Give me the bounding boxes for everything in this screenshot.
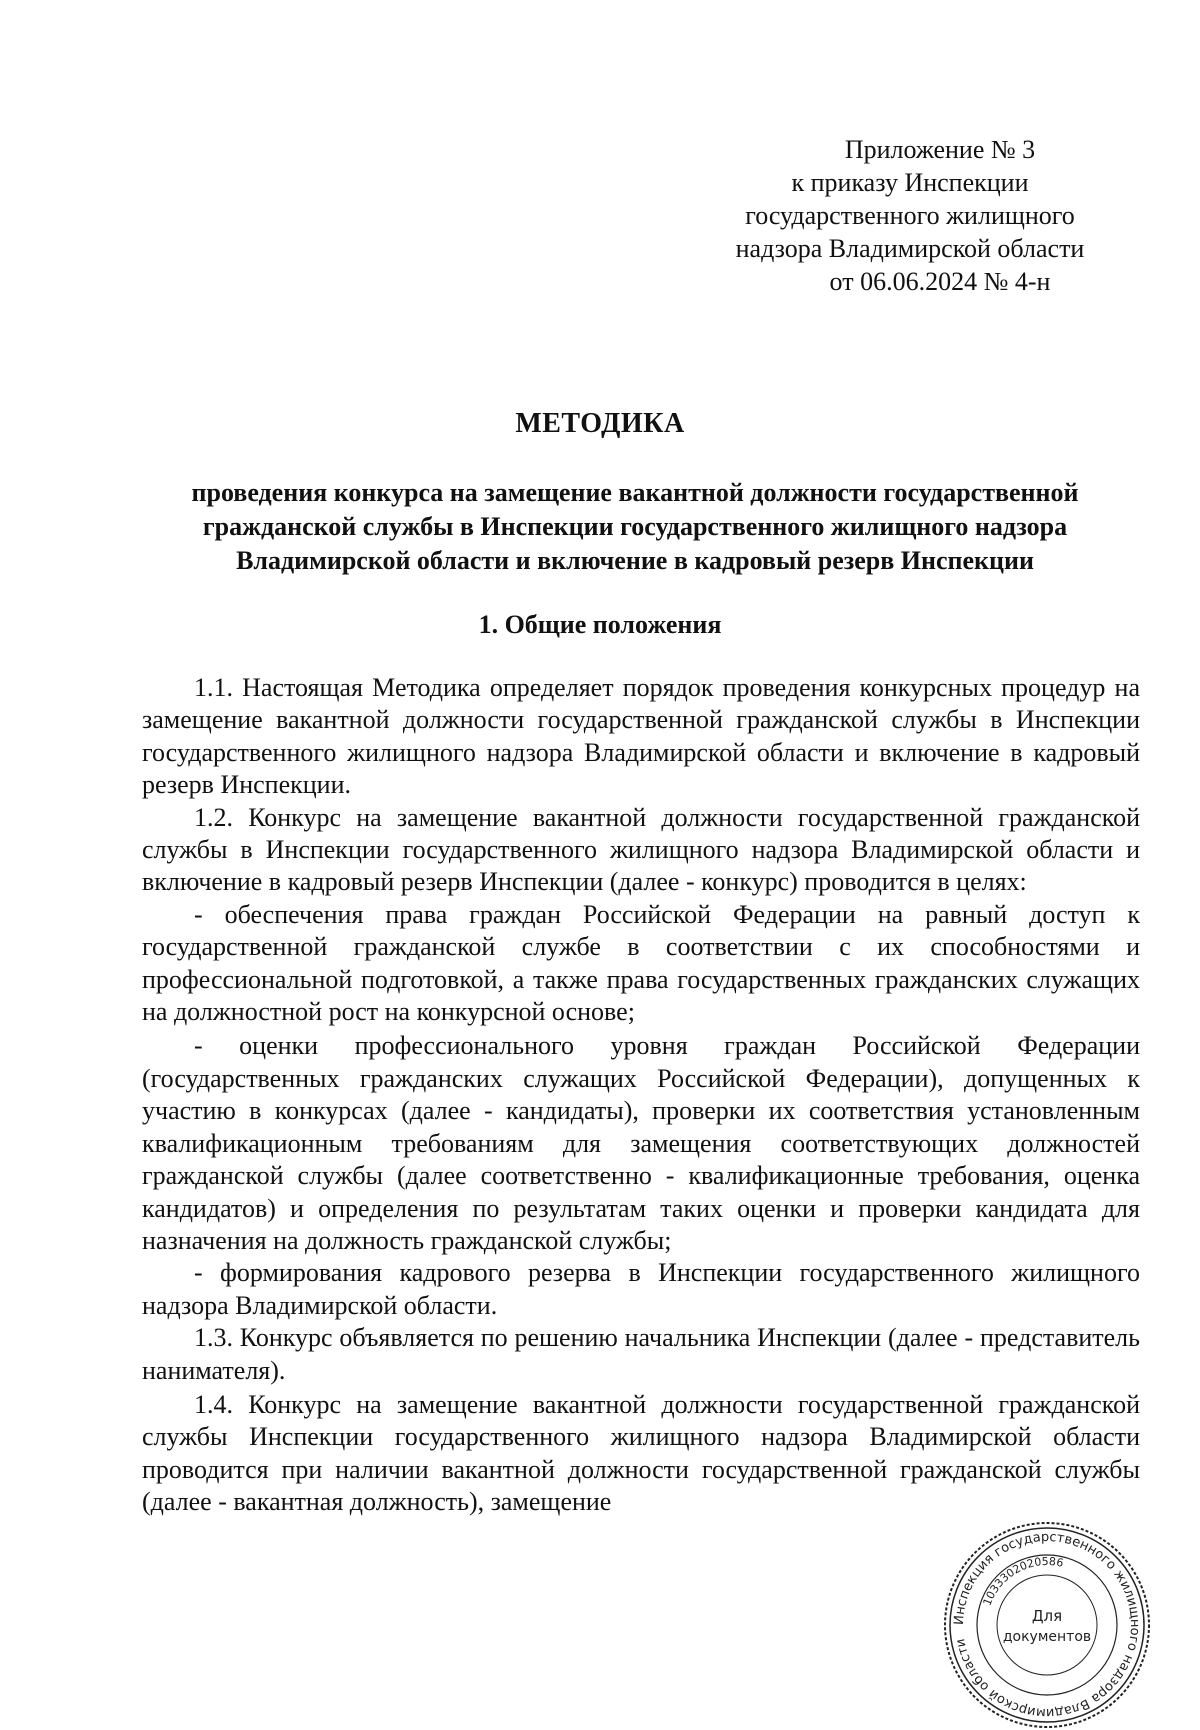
paragraph-1-2: 1.2. Конкурс на замещение вакантной должности государственной гражданской службы в Инспекции государственного жилищного надзора Владимирской области и включение в кадровый резерв Инспекции (далее - конкурс) проводится в целях: [142, 802, 1140, 897]
paragraph-1-3: 1.3. Конкурс объявляется по решению начальника Инспекции (далее - представитель нанимателя). [142, 1323, 1140, 1385]
appendix-number: Приложение № 3 [844, 135, 1036, 164]
list-item-assessment: - оценки профессионального уровня граждан Российской Федерации (государственных гражданских служащих Российской Федерации), допущенных к участию в конкурсах (далее - кандидаты), проверки их соответствия установленным квалификационным требованиям для замещения соответствующих должностей гражданской службы (далее соответственно - квалификационные требования, оценка кандидатов) и определения по результатам таких оценки и проверки кандидата для назначения на должность гражданской службы; [142, 1031, 1140, 1255]
list-item-reserve: - формирования кадрового резерва в Инспекции государственного жилищного надзора Владимирской области. [142, 1258, 1140, 1320]
appendix-header [700, 133, 1120, 298]
appendix-order-ref: к приказу Инспекции [791, 168, 1029, 197]
official-seal-stamp [942, 1520, 1152, 1730]
seal-ogrn: 1033302020586 [980, 1554, 1065, 1608]
document-title: МЕТОДИКА [515, 408, 685, 439]
document-body [142, 672, 1140, 1519]
appendix-org-line1: государственного жилищного [745, 201, 1075, 230]
seal-ring-text: Инспекция государственного жилищного надзора Владимирской области [951, 1529, 1143, 1721]
seal-center-line1: Для [1031, 1607, 1063, 1625]
seal-center-line2: документов [1002, 1629, 1092, 1645]
section-heading: 1. Общие положения [478, 610, 722, 639]
list-item-equal-access: - обеспечения права граждан Российской Федерации на равный доступ к государственной гражданской службе в соответствии с их способностями и профессиональной подготовкой, а также права государственных гражданских служащих на должностной рост на конкурсной основе; [142, 899, 1140, 1027]
appendix-org-line2: надзора Владимирской области [735, 234, 1085, 263]
document-subtitle: проведения конкурса на замещение вакантной должности государственной гражданской службы в Инспекции государственного жилищного надзора Владимирской области и включение в кадровый резерв Инспекции [191, 478, 1079, 575]
paragraph-1-1: 1.1. Настоящая Методика определяет порядок проведения конкурсных процедур на замещение вакантной должности государственной гражданской службы в Инспекции государственного жилищного надзора Владимирской области и включение в кадровый резерв Инспекции. [142, 673, 1140, 800]
paragraph-1-4: 1.4. Конкурс на замещение вакантной должности государственной гражданской службы Инспекции государственного жилищного надзора Владимирской области проводится при наличии вакантной должности государственной гражданской службы (далее - вакантная должность), замещение [142, 1389, 1140, 1517]
appendix-date: от 06.06.2024 № 4-н [829, 267, 1051, 296]
